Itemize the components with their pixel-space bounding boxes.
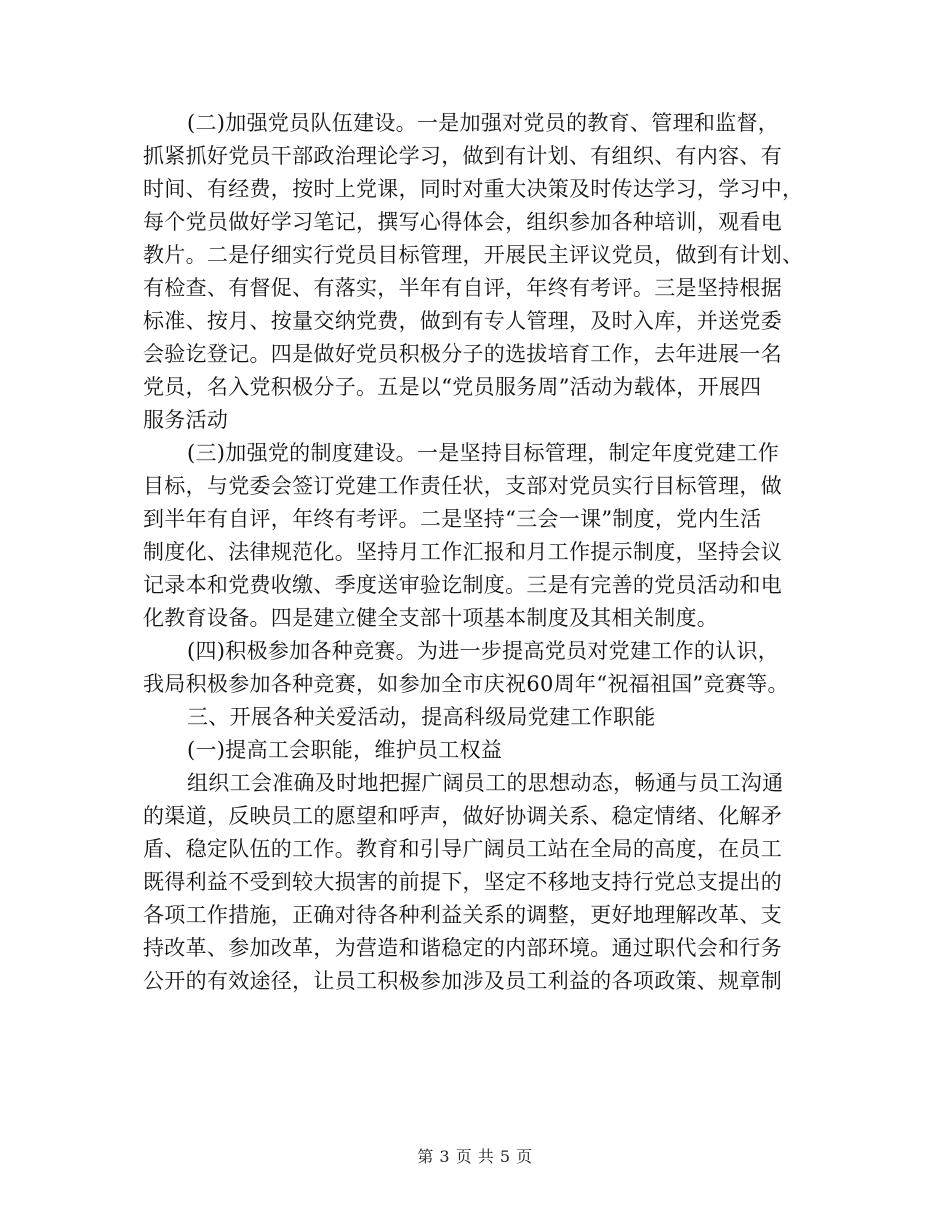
text-line: 我局积极参加各种竞赛，如参加全市庆祝60周年“祝福祖国”竞赛等。 xyxy=(143,672,789,696)
text-line: (一)提高工会职能，维护员工权益 xyxy=(187,738,503,762)
text-line: 既得利益不受到较大损害的前提下，坚定不移地支持行党总支提出的 xyxy=(143,870,782,894)
text-line: 有检查、有督促、有落实，半年有自评，年终有考评。三是坚持根据 xyxy=(143,276,782,300)
text-line: 抓紧抓好党员干部政治理论学习，做到有计划、有组织、有内容、有 xyxy=(143,144,782,168)
text-line: (三)加强党的制度建设。一是坚持目标管理，制定年度党建工作 xyxy=(187,441,780,465)
text-line: 三、开展各种关爱活动，提高科级局党建工作职能 xyxy=(187,705,656,729)
text-line: 组织工会准确及时地把握广阔员工的思想动态，畅通与员工沟通 xyxy=(187,771,784,795)
page-footer: 第 3 页 共 5 页 xyxy=(417,1147,533,1166)
text-line: 标准、按月、按量交纳党费，做到有专人管理，及时入库，并送党委 xyxy=(143,309,782,333)
text-line: 时间、有经费，按时上党课，同时对重大决策及时传达学习，学习中， xyxy=(143,177,804,201)
text-line: (四)积极参加各种竞赛。为进一步提高党员对党建工作的认识， xyxy=(187,639,780,663)
document-body xyxy=(143,107,823,998)
text-line: 党员，名入党积极分子。五是以“党员服务周”活动为载体，开展四 xyxy=(143,375,762,399)
text-line: 每个党员做好学习笔记，撰写心得体会，组织参加各种培训，观看电 xyxy=(143,210,782,234)
text-line: 持改革、参加改革，为营造和谐稳定的内部环境。通过职代会和行务 xyxy=(143,936,782,960)
text-line: 的渠道，反映员工的愿望和呼声，做好协调关系、稳定情绪、化解矛 xyxy=(143,804,782,828)
text-line: 制度化、法律规范化。坚持月工作汇报和月工作提示制度，坚持会议 xyxy=(143,540,782,564)
text-line: 目标，与党委会签订党建工作责任状，支部对党员实行目标管理，做 xyxy=(143,474,782,498)
text-line: (二)加强党员队伍建设。一是加强对党员的教育、管理和监督， xyxy=(187,111,780,135)
text-line: 各项工作措施，正确对待各种利益关系的调整，更好地理解改革、支 xyxy=(143,903,782,927)
text-line: 公开的有效途径，让员工积极参加涉及员工利益的各项政策、规章制 xyxy=(143,969,782,993)
text-line: 盾、稳定队伍的工作。教育和引导广阔员工站在全局的高度，在员工 xyxy=(143,837,782,861)
text-line: 会验讫登记。四是做好党员积极分子的选拔培育工作，去年进展一名 xyxy=(143,342,782,366)
text-line: 服务活动 xyxy=(143,408,229,432)
text-line: 化教育设备。四是建立健全支部十项基本制度及其相关制度。 xyxy=(143,606,719,630)
text-line: 到半年有自评，年终有考评。二是坚持“三会一课”制度，党内生活 xyxy=(143,507,762,531)
text-line: 记录本和党费收缴、季度送审验讫制度。三是有完善的党员活动和电 xyxy=(143,573,782,597)
text-line: 教片。二是仔细实行党员目标管理，开展民主评议党员，做到有计划、 xyxy=(143,243,804,267)
